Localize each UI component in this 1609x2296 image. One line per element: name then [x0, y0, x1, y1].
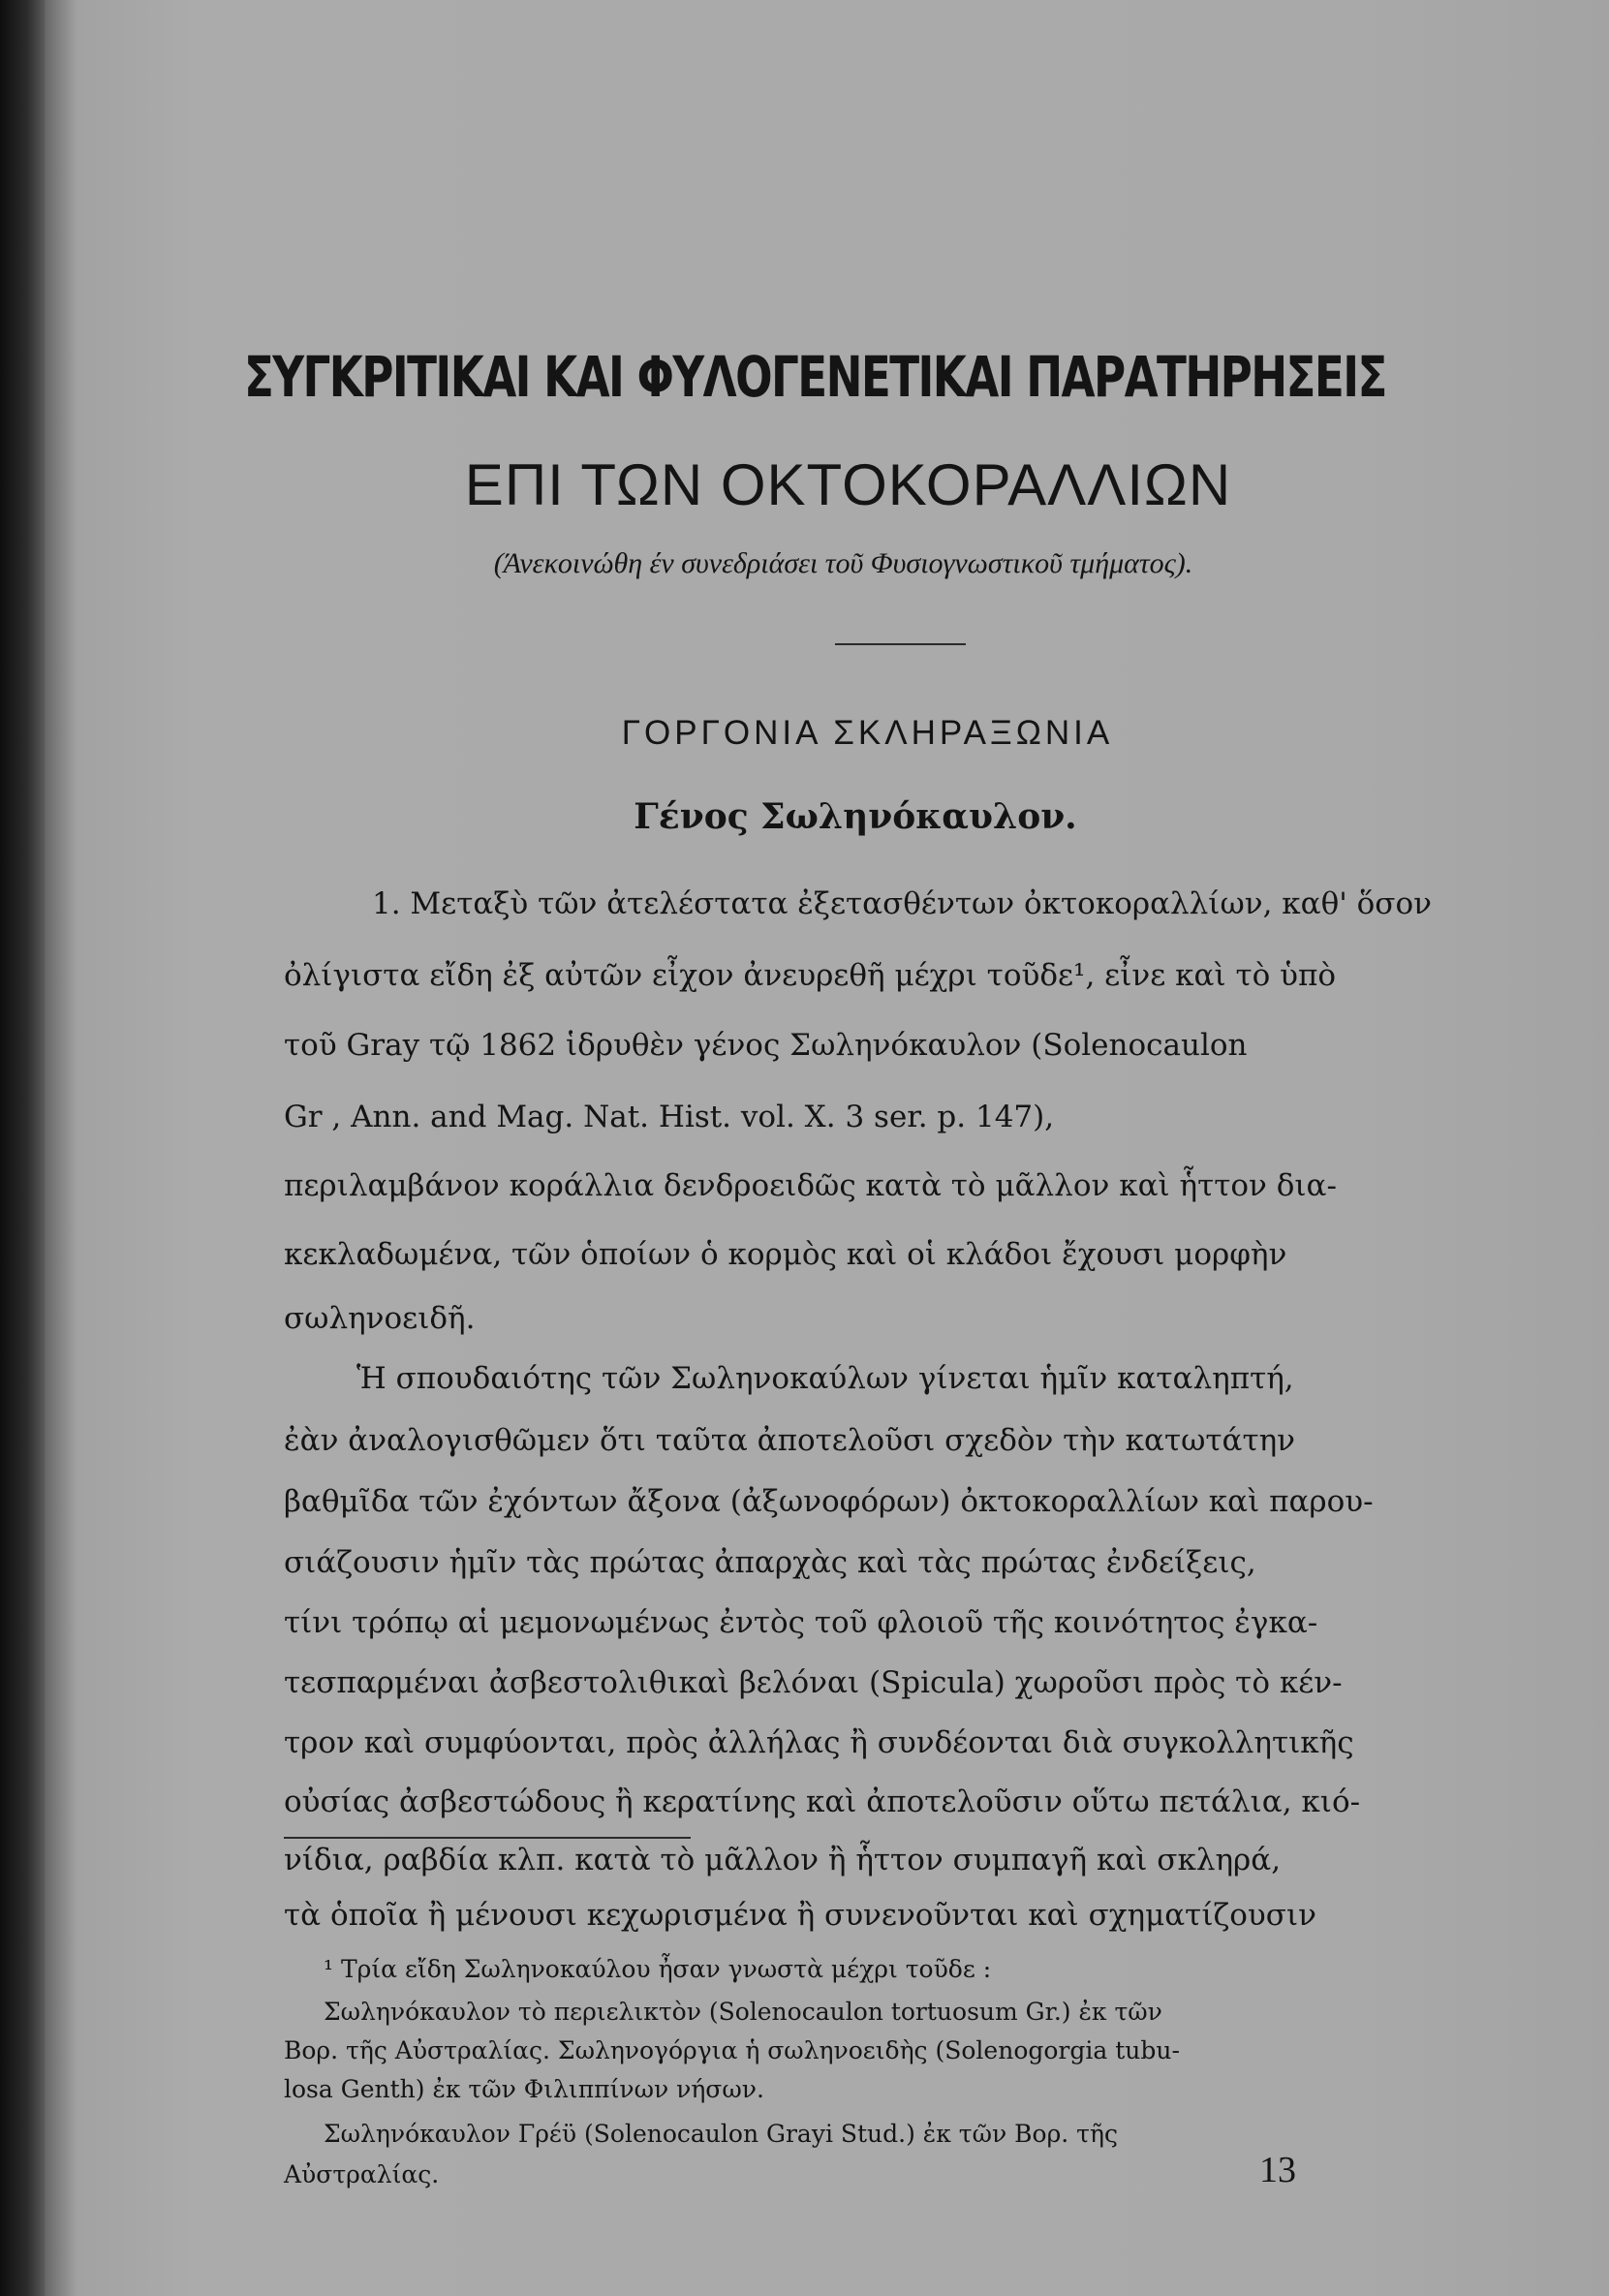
- body-line: τίνι τρόπῳ αἱ μεμονωμένως ἐντὸς τοῦ φλοιοῦ τῆς κοινότητος ἐγκα-: [284, 1605, 1318, 1640]
- body-line: περιλαμβάνον κοράλλια δενδροειδῶς κατὰ τὸ μᾶλλον καὶ ἧττον δια-: [284, 1168, 1337, 1203]
- body-line: Ἡ σπουδαιότης τῶν Σωληνοκαύλων γίνεται ἡμῖν καταληπτή,: [356, 1361, 1294, 1396]
- body-line: τοῦ Gray τῷ 1862 ἱδρυθὲν γένος Σωληνόκαυλον (Solenocaulon: [284, 1028, 1248, 1063]
- footnote-line: ¹ Τρία εἴδη Σωληνοκαύλου ἦσαν γνωστὰ μέχρι τοῦδε :: [324, 1955, 992, 1983]
- body-line: τεσπαρμέναι ἀσβεστολιθικαὶ βελόναι (Spicula) χωροῦσι πρὸς τὸ κέν-: [284, 1665, 1343, 1700]
- footnote-line: Σωληνόκαυλον τὸ περιελικτὸν (Solenocaulon tortuosum Gr.) ἐκ τῶν: [324, 1998, 1162, 2026]
- body-line: βαθμῖδα τῶν ἐχόντων ἄξονα (ἀξωνοφόρων) ὀκτοκοραλλίων καὶ παρου-: [284, 1484, 1374, 1519]
- body-line: σωληνοειδῆ.: [284, 1301, 476, 1336]
- body-line: Gr , Ann. and Mag. Nat. Hist. vol. X. 3 ser. p. 147),: [284, 1100, 1055, 1134]
- footnote-line: Αὐστραλίας.: [284, 2160, 440, 2188]
- body-line: σιάζουσιν ἡμῖν τὰς πρώτας ἀπαρχὰς καὶ τὰς πρώτας ἐνδείξεις,: [284, 1545, 1256, 1580]
- body-line: 1. Μεταξὺ τῶν ἀτελέστατα ἐξετασθέντων ὀκτοκοραλλίων, καθ' ὅσον: [372, 886, 1432, 921]
- body-line: νίδια, ραβδία κλπ. κατὰ τὸ μᾶλλον ἢ ἧττον συμπαγῆ καὶ σκληρά,: [284, 1843, 1282, 1877]
- footnote-divider: [284, 1837, 691, 1839]
- book-spine: [0, 0, 45, 2296]
- page-number: 13: [1259, 2150, 1296, 2190]
- footnote-line: losa Genth) ἐκ τῶν Φιλιππίνων νήσων.: [284, 2075, 764, 2103]
- footnote-line: Βορ. τῆς Αὐστραλίας. Σωληνογόργια ἡ σωληνοειδὴς (Solenogorgia tubu-: [284, 2036, 1180, 2064]
- section-heading: ΓΟΡΓΟΝΙΑ ΣΚΛΗΡΑΞΩΝΙΑ: [621, 714, 1114, 752]
- title-divider: [835, 643, 966, 645]
- body-line: οὐσίας ἀσβεστώδους ἢ κερατίνης καὶ ἀποτελοῦσιν οὕτω πετάλια, κιό-: [284, 1784, 1361, 1819]
- body-line: τρον καὶ συμφύονται, πρὸς ἀλλήλας ἢ συνδέονται διὰ συγκολλητικῆς: [284, 1725, 1354, 1760]
- genus-heading: Γένος Σωληνόκαυλον.: [634, 796, 1077, 837]
- body-line: ὀλίγιστα εἴδη ἐξ αὐτῶν εἶχον ἀνευρεθῆ μέχρι τοῦδε¹, εἶνε καὶ τὸ ὑπὸ: [284, 958, 1337, 993]
- article-subtitle: ΕΠΙ ΤΩΝ ΟΚΤΟΚΟΡΑΛΛΙΩΝ: [464, 452, 1232, 517]
- presentation-note: (Άνεκοινώθη έν συνεδριάσει τοῦ Φυσιογνωστικοῦ τμήματος).: [493, 547, 1193, 579]
- body-line: τὰ ὁποῖα ἢ μένουσι κεχωρισμένα ἢ συνενοῦνται καὶ σχηματίζουσιν: [284, 1898, 1316, 1933]
- article-title: ΣΥΓΚΡΙΤΙΚΑΙ ΚΑΙ ΦΥΛΟΓΕΝΕΤΙΚΑΙ ΠΑΡΑΤΗΡΗΣΕΙΣ: [243, 344, 1386, 410]
- body-line: ἐὰν ἀναλογισθῶμεν ὅτι ταῦτα ἀποτελοῦσι σχεδὸν τὴν κατωτάτην: [284, 1423, 1296, 1458]
- footnote-line: Σωληνόκαυλον Γρέϋ (Solenocaulon Grayi Stud.) ἐκ τῶν Βορ. τῆς: [324, 2120, 1118, 2148]
- body-line: κεκλαδωμένα, τῶν ὁποίων ὁ κορμὸς καὶ οἱ κλάδοι ἔχουσι μορφὴν: [284, 1237, 1287, 1272]
